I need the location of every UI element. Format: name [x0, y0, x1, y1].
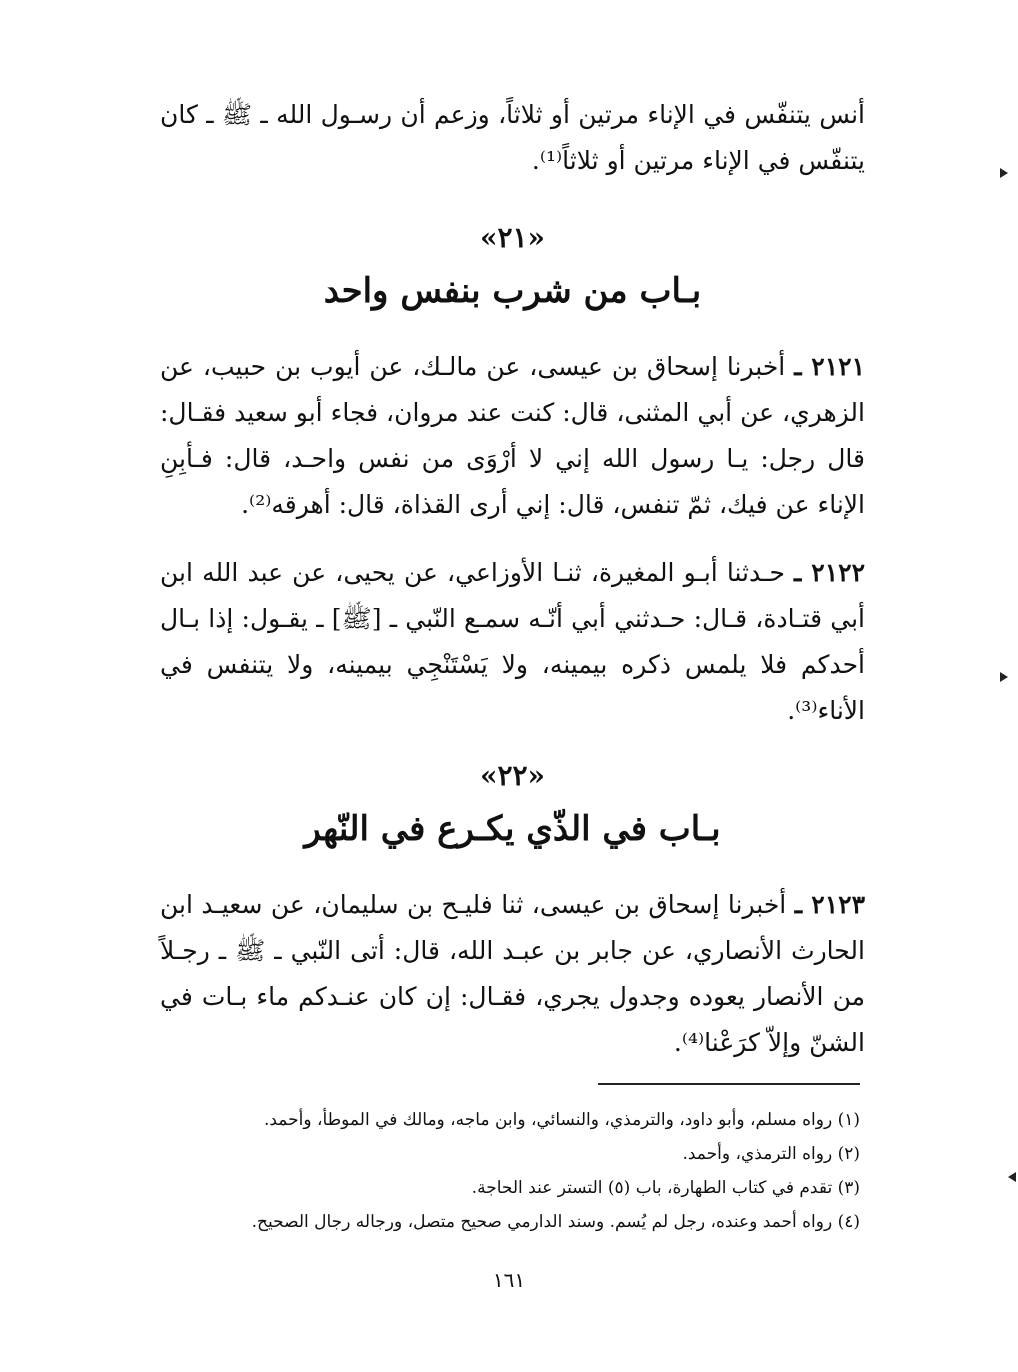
hadith-text: حـدثنا أبـو المغيرة، ثنـا الأوزاعي، عن يحيى، عن عبد الله ابن أبي قتـادة، قـال: حـدثني أبي أنّـه سمـع النّبي ـ [ﷺ] ـ يقـول: إذا بـال أحدكم فلا يلمس ذكره بيمينه، ولا يَسْتَنْجِي بيمينه، ولا يتنفس في الأناء⁽³⁾. [160, 558, 865, 725]
margin-mark [1000, 672, 1008, 682]
intro-paragraph: أنس يتنفّس في الإناء مرتين أو ثلاثاً، وزعم أن رسـول الله ـ ﷺ ـ كان يتنفّس في الإناء مرتين أو ثلاثاً⁽¹⁾. [160, 100, 865, 175]
footnote-3: (٣) تقدم في كتاب الطهارة، باب (٥) التستر عند الحاجة. [471, 1178, 860, 1198]
hadith-text: أخبرنا إسحاق بن عيسى، ثنا فليـح بن سليمان، عن سعيـد ابن الحارث الأنصاري، عن جابر بن عبـد الله، قال: أتى النّبي ـ ﷺ ـ رجـلاً من الأنصار يعوده وجدول يجري، فقـال: إن كان عنـدكم ماء بـات في الشنّ وإلاّ كرَعْنا⁽⁴⁾. [160, 890, 865, 1057]
chapter-22 [160, 756, 865, 1066]
footnotes [210, 1103, 860, 1239]
margin-mark [1000, 168, 1008, 178]
footnote-separator [598, 1083, 860, 1085]
chapter-number: «٢١» [479, 221, 546, 254]
page-number: ١٦١ [492, 1268, 526, 1292]
hadith-number: ٢١٢١ ـ [794, 352, 865, 381]
hadith-2123 [160, 882, 865, 1066]
hadith-2122 [160, 550, 865, 734]
hadith-2121 [160, 344, 865, 528]
chapter-title: بـاب في الذّي يكـرع في النّهر [304, 809, 721, 849]
footnote-1: (١) رواه مسلم، وأبو داود، والترمذي، والنسائي، وابن ماجه، ومالك في الموطأ، وأحمد. [263, 1110, 860, 1130]
chapter-number: «٢٢» [479, 759, 546, 792]
footnote-2: (٢) رواه الترمذي، وأحمد. [682, 1144, 860, 1164]
chapter-21 [160, 218, 865, 734]
hadith-text: أخبرنا إسحاق بن عيسى، عن مالـك، عن أيوب بن حبيب، عن الزهري، عن أبي المثنى، قال: كنت عند مروان، فجاء أبو سعيد فقـال: قال رجل: يـا رسول الله إني لا أرْوَى من نفس واحـد، قال: فـأبِنِ الإناء عن فيك، ثمّ تنفس، قال: إني أرى القذاة، قال: أهرقه⁽²⁾. [160, 352, 865, 519]
footnote-4: (٤) رواه أحمد وعنده، رجل لم يُسم. وسند الدارمي صحيح متصل، ورجاله رجال الصحيح. [251, 1212, 860, 1232]
hadith-number: ٢١٢٢ ـ [794, 558, 865, 587]
margin-mark [1008, 1172, 1016, 1182]
hadith-number: ٢١٢٣ ـ [794, 890, 865, 919]
chapter-title: بـاب من شرب بنفس واحد [323, 271, 702, 311]
